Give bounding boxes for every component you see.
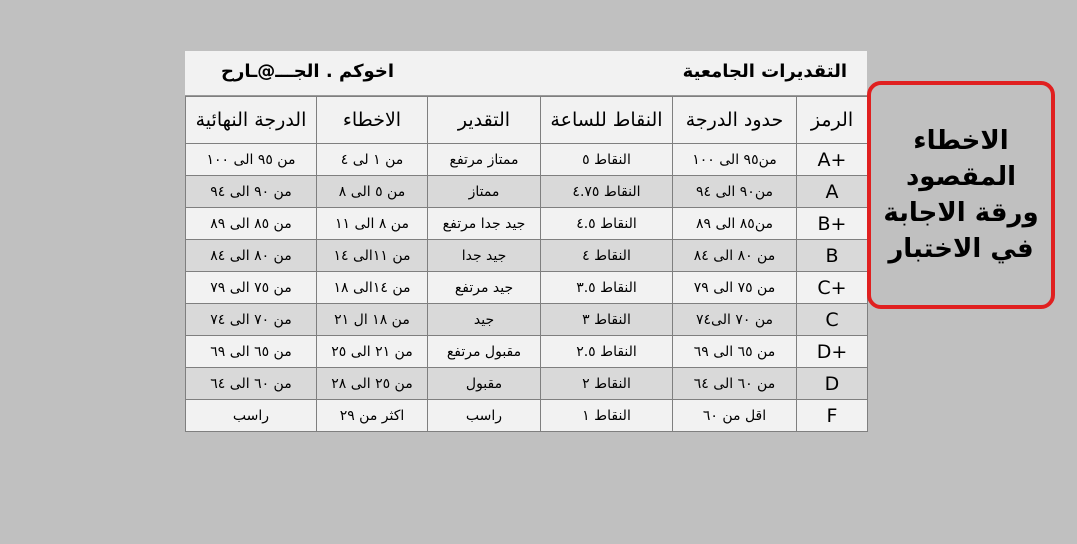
grade-code-cell: C+ xyxy=(797,272,868,304)
table-row xyxy=(186,176,868,208)
note-line: ورقة الاجابة xyxy=(883,198,1039,228)
table-row xyxy=(186,368,868,400)
final-grade-cell: من ٦٠ الى ٦٤ xyxy=(186,368,317,400)
final-grade-cell: من ٧٠ الى ٧٤ xyxy=(186,304,317,336)
grade-code-cell: A xyxy=(797,176,868,208)
column-header: النقاط للساعة xyxy=(541,97,673,144)
note-line: المقصود xyxy=(905,162,1017,192)
grades-sheet xyxy=(185,51,867,432)
grade-code-cell: D+ xyxy=(797,336,868,368)
grades-body xyxy=(186,144,868,432)
table-row xyxy=(186,240,868,272)
grade-range-cell: اقل من ٦٠ xyxy=(673,400,797,432)
points-cell: النقاط ١ xyxy=(541,400,673,432)
column-header: التقدير xyxy=(428,97,541,144)
rating-cell: جيد xyxy=(428,304,541,336)
rating-cell: ممتاز مرتفع xyxy=(428,144,541,176)
sheet-title-bar xyxy=(185,51,867,96)
final-grade-cell: من ٩٠ الى ٩٤ xyxy=(186,176,317,208)
header-row xyxy=(186,97,868,144)
points-cell: النقاط ٤ xyxy=(541,240,673,272)
mistakes-cell: من ٨ الى ١١ xyxy=(317,208,428,240)
note-line: الاخطاء xyxy=(913,126,1009,156)
rating-cell: مقبول xyxy=(428,368,541,400)
final-grade-cell: من ٩٥ الى ١٠٠ xyxy=(186,144,317,176)
final-grade-cell: من ٦٥ الى ٦٩ xyxy=(186,336,317,368)
mistakes-cell: من ٢٥ الى ٢٨ xyxy=(317,368,428,400)
column-header: حدود الدرجة xyxy=(673,97,797,144)
points-cell: النقاط ٣.٥ xyxy=(541,272,673,304)
sheet-author: اخوكم . الجـــ@ـارح xyxy=(221,61,394,82)
grade-code-cell: D xyxy=(797,368,868,400)
rating-cell: جيد مرتفع xyxy=(428,272,541,304)
final-grade-cell: من ٨٠ الى ٨٤ xyxy=(186,240,317,272)
grade-code-cell: C xyxy=(797,304,868,336)
grade-code-cell: B+ xyxy=(797,208,868,240)
note-line: في الاختبار xyxy=(888,234,1034,264)
rating-cell: راسب xyxy=(428,400,541,432)
points-cell: النقاط ٤.٧٥ xyxy=(541,176,673,208)
grade-range-cell: من٩٥ الى ١٠٠ xyxy=(673,144,797,176)
grades-table xyxy=(185,96,868,432)
table-row xyxy=(186,304,868,336)
grade-range-cell: من ٨٠ الى ٨٤ xyxy=(673,240,797,272)
rating-cell: جيد جدا xyxy=(428,240,541,272)
mistakes-cell: من ١١الى ١٤ xyxy=(317,240,428,272)
rating-cell: جيد جدا مرتفع xyxy=(428,208,541,240)
grade-range-cell: من ٧٠ الى٧٤ xyxy=(673,304,797,336)
column-header: الدرجة النهائية xyxy=(186,97,317,144)
final-grade-cell: راسب xyxy=(186,400,317,432)
note-text xyxy=(883,123,1038,267)
mistakes-cell: من ٥ الى ٨ xyxy=(317,176,428,208)
grade-code-cell: A+ xyxy=(797,144,868,176)
table-row xyxy=(186,208,868,240)
rating-cell: ممتاز xyxy=(428,176,541,208)
mistakes-cell: من ١ لى ٤ xyxy=(317,144,428,176)
points-cell: النقاط ٤.٥ xyxy=(541,208,673,240)
rating-cell: مقبول مرتفع xyxy=(428,336,541,368)
points-cell: النقاط ٥ xyxy=(541,144,673,176)
grade-range-cell: من٩٠ الى ٩٤ xyxy=(673,176,797,208)
mistakes-cell: اكثر من ٢٩ xyxy=(317,400,428,432)
mistakes-cell: من ١٤الى ١٨ xyxy=(317,272,428,304)
points-cell: النقاط ٢ xyxy=(541,368,673,400)
column-header: الاخطاء xyxy=(317,97,428,144)
grade-range-cell: من ٧٥ الى ٧٩ xyxy=(673,272,797,304)
sheet-title: التقديرات الجامعية xyxy=(682,61,847,82)
grade-range-cell: من٨٥ الى ٨٩ xyxy=(673,208,797,240)
column-header: الرمز xyxy=(797,97,868,144)
grade-code-cell: B xyxy=(797,240,868,272)
table-row xyxy=(186,144,868,176)
grade-code-cell: F xyxy=(797,400,868,432)
final-grade-cell: من ٧٥ الى ٧٩ xyxy=(186,272,317,304)
table-row xyxy=(186,336,868,368)
mistakes-cell: من ٢١ الى ٢٥ xyxy=(317,336,428,368)
mistakes-cell: من ١٨ ال ٢١ xyxy=(317,304,428,336)
grade-range-cell: من ٦٠ الى ٦٤ xyxy=(673,368,797,400)
points-cell: النقاط ٣ xyxy=(541,304,673,336)
table-row xyxy=(186,400,868,432)
points-cell: النقاط ٢.٥ xyxy=(541,336,673,368)
table-row xyxy=(186,272,868,304)
grade-range-cell: من ٦٥ الى ٦٩ xyxy=(673,336,797,368)
final-grade-cell: من ٨٥ الى ٨٩ xyxy=(186,208,317,240)
note-box xyxy=(867,81,1055,309)
